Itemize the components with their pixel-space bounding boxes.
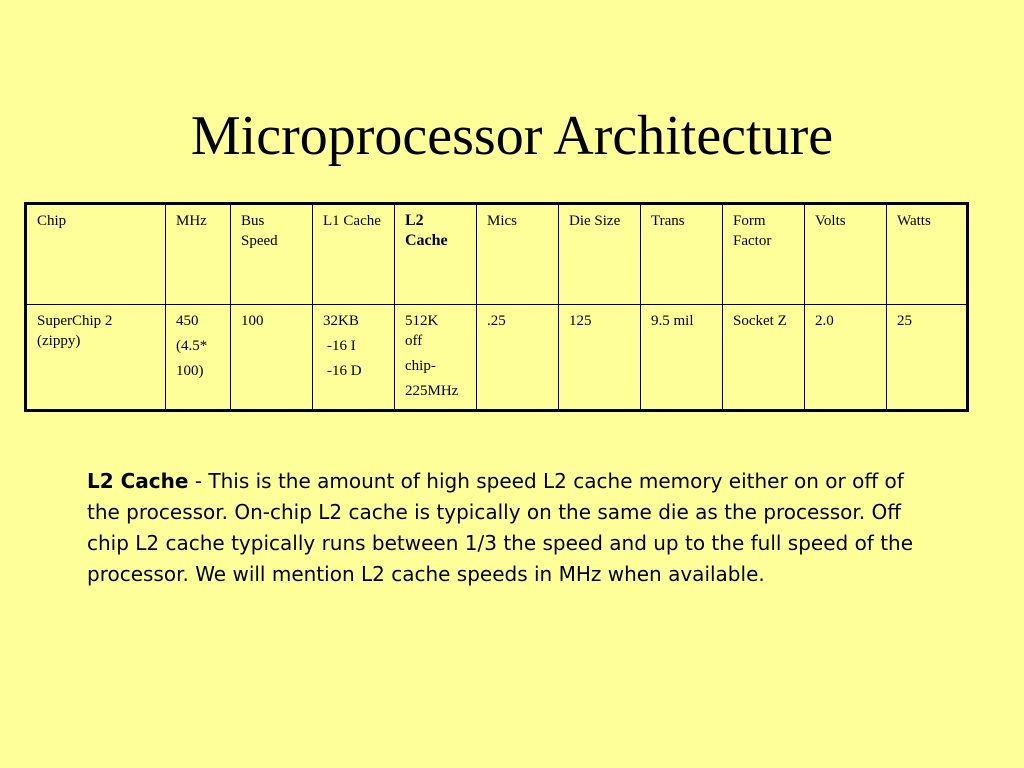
cell-trans: 9.5 mil (641, 305, 723, 411)
table-row (26, 305, 968, 411)
l1-data: -16 D (327, 363, 362, 380)
cell-form-factor: Socket Z (723, 305, 805, 411)
header-mics: Mics (477, 204, 559, 305)
cell-mhz (166, 305, 231, 411)
description-term: L2 Cache (87, 469, 189, 493)
l1-instruction: -16 I (327, 338, 356, 355)
header-trans: Trans (641, 204, 723, 305)
description-text: - This is the amount of high speed L2 cache memory either on or off of the processor. On-chip L2 cache is typically on the same die as the processor. Off chip L2 cache typically runs between 1/3 the speed and up to the full speed of the processor. We will mention L2 cache speeds in MHz when available. (87, 469, 914, 586)
chip-nickname: (zippy) (37, 333, 81, 350)
header-l2-cache: L2 Cache (395, 204, 477, 305)
cell-watts: 25 (887, 305, 968, 411)
header-die-size: Die Size (559, 204, 641, 305)
cell-mics: .25 (477, 305, 559, 411)
l1-total: 32KB (323, 313, 359, 330)
cell-l2-cache (395, 305, 477, 411)
header-form-factor: Form Factor (723, 204, 805, 305)
mhz-multiplier: (4.5* (176, 338, 208, 355)
cell-volts: 2.0 (805, 305, 887, 411)
header-mhz: MHz (166, 204, 231, 305)
mhz-bus: 100) (176, 363, 204, 380)
slide-title: Microprocessor Architecture (190, 105, 834, 167)
header-l1-cache: L1 Cache (313, 204, 395, 305)
header-watts: Watts (887, 204, 968, 305)
l2-chip: chip- (405, 358, 436, 375)
table-header-row (26, 204, 968, 305)
processor-spec-table (24, 202, 969, 412)
cell-chip (26, 305, 166, 411)
cell-die-size: 125 (559, 305, 641, 411)
l2-speed: 225MHz (405, 383, 459, 400)
l2-location: off (405, 333, 423, 350)
cell-bus-speed: 100 (231, 305, 313, 411)
chip-name: SuperChip 2 (37, 313, 113, 330)
header-chip: Chip (26, 204, 166, 305)
header-volts: Volts (805, 204, 887, 305)
header-bus-speed: Bus Speed (231, 204, 313, 305)
cell-l1-cache (313, 305, 395, 411)
l2-size: 512K (405, 313, 439, 330)
mhz-value: 450 (176, 313, 199, 330)
l2-cache-description (87, 466, 937, 590)
